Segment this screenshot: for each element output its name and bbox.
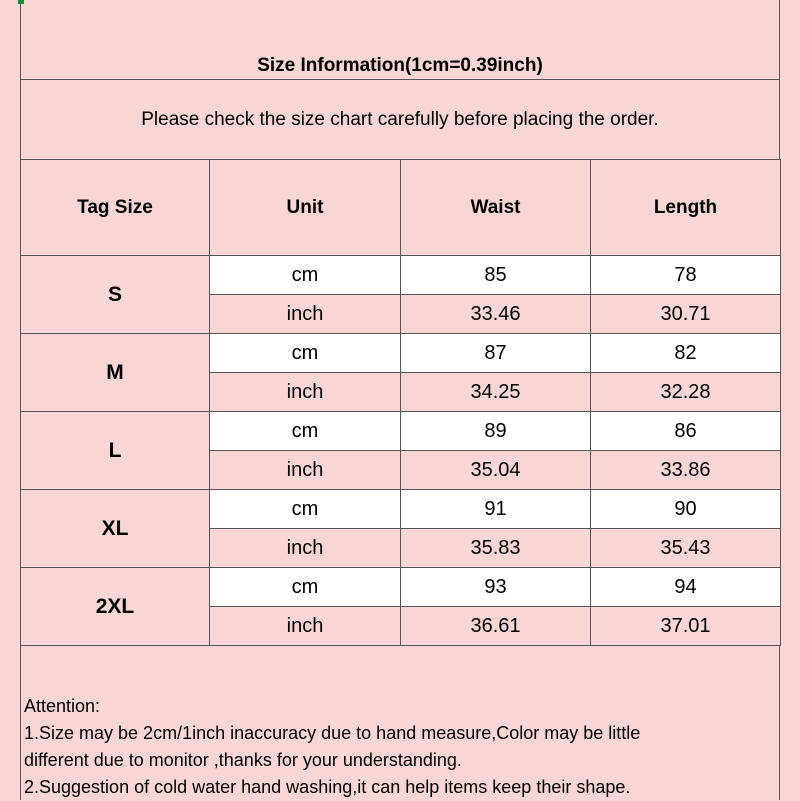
table-row xyxy=(21,334,781,373)
length-cell: 32.28 xyxy=(591,373,781,412)
table-row xyxy=(21,490,781,529)
length-cell: 86 xyxy=(591,412,781,451)
length-cell: 35.43 xyxy=(591,529,781,568)
waist-cell: 85 xyxy=(401,256,591,295)
table-row xyxy=(21,256,781,295)
table-row xyxy=(21,568,781,607)
unit-cell: inch xyxy=(210,373,401,412)
length-cell: 33.86 xyxy=(591,451,781,490)
unit-cell: cm xyxy=(210,256,401,295)
unit-cell: inch xyxy=(210,295,401,334)
tag-size-cell: 2XL xyxy=(21,568,210,646)
length-cell: 94 xyxy=(591,568,781,607)
tag-size-cell: M xyxy=(21,334,210,412)
waist-cell: 35.83 xyxy=(401,529,591,568)
header-tag-size: Tag Size xyxy=(21,160,210,256)
page-title: Size Information(1cm=0.39inch) xyxy=(20,0,780,80)
waist-cell: 33.46 xyxy=(401,295,591,334)
waist-cell: 89 xyxy=(401,412,591,451)
length-cell: 30.71 xyxy=(591,295,781,334)
length-cell: 82 xyxy=(591,334,781,373)
tag-size-cell: L xyxy=(21,412,210,490)
length-cell: 37.01 xyxy=(591,607,781,646)
unit-cell: cm xyxy=(210,412,401,451)
unit-cell: inch xyxy=(210,451,401,490)
waist-cell: 93 xyxy=(401,568,591,607)
tag-size-cell: S xyxy=(21,256,210,334)
header-unit: Unit xyxy=(210,160,401,256)
unit-cell: cm xyxy=(210,490,401,529)
attention-line: 2.Suggestion of cold water hand washing,it can help items keep their shape. xyxy=(24,777,631,797)
size-table xyxy=(20,159,781,646)
unit-cell: cm xyxy=(210,334,401,373)
length-cell: 78 xyxy=(591,256,781,295)
waist-cell: 36.61 xyxy=(401,607,591,646)
unit-cell: inch xyxy=(210,607,401,646)
tag-size-cell: XL xyxy=(21,490,210,568)
page-subtitle: Please check the size chart carefully before placing the order. xyxy=(20,80,780,160)
unit-cell: inch xyxy=(210,529,401,568)
attention-line: different due to monitor ,thanks for your understanding. xyxy=(24,750,462,770)
waist-cell: 35.04 xyxy=(401,451,591,490)
unit-cell: cm xyxy=(210,568,401,607)
attention-heading: Attention: xyxy=(24,696,101,716)
attention-notes xyxy=(24,693,776,801)
length-cell: 90 xyxy=(591,490,781,529)
header-waist: Waist xyxy=(401,160,591,256)
waist-cell: 87 xyxy=(401,334,591,373)
header-length: Length xyxy=(591,160,781,256)
attention-line: 1.Size may be 2cm/1inch inaccuracy due to hand measure,Color may be little xyxy=(24,723,641,743)
table-row xyxy=(21,412,781,451)
waist-cell: 34.25 xyxy=(401,373,591,412)
waist-cell: 91 xyxy=(401,490,591,529)
table-header-row xyxy=(21,160,781,256)
